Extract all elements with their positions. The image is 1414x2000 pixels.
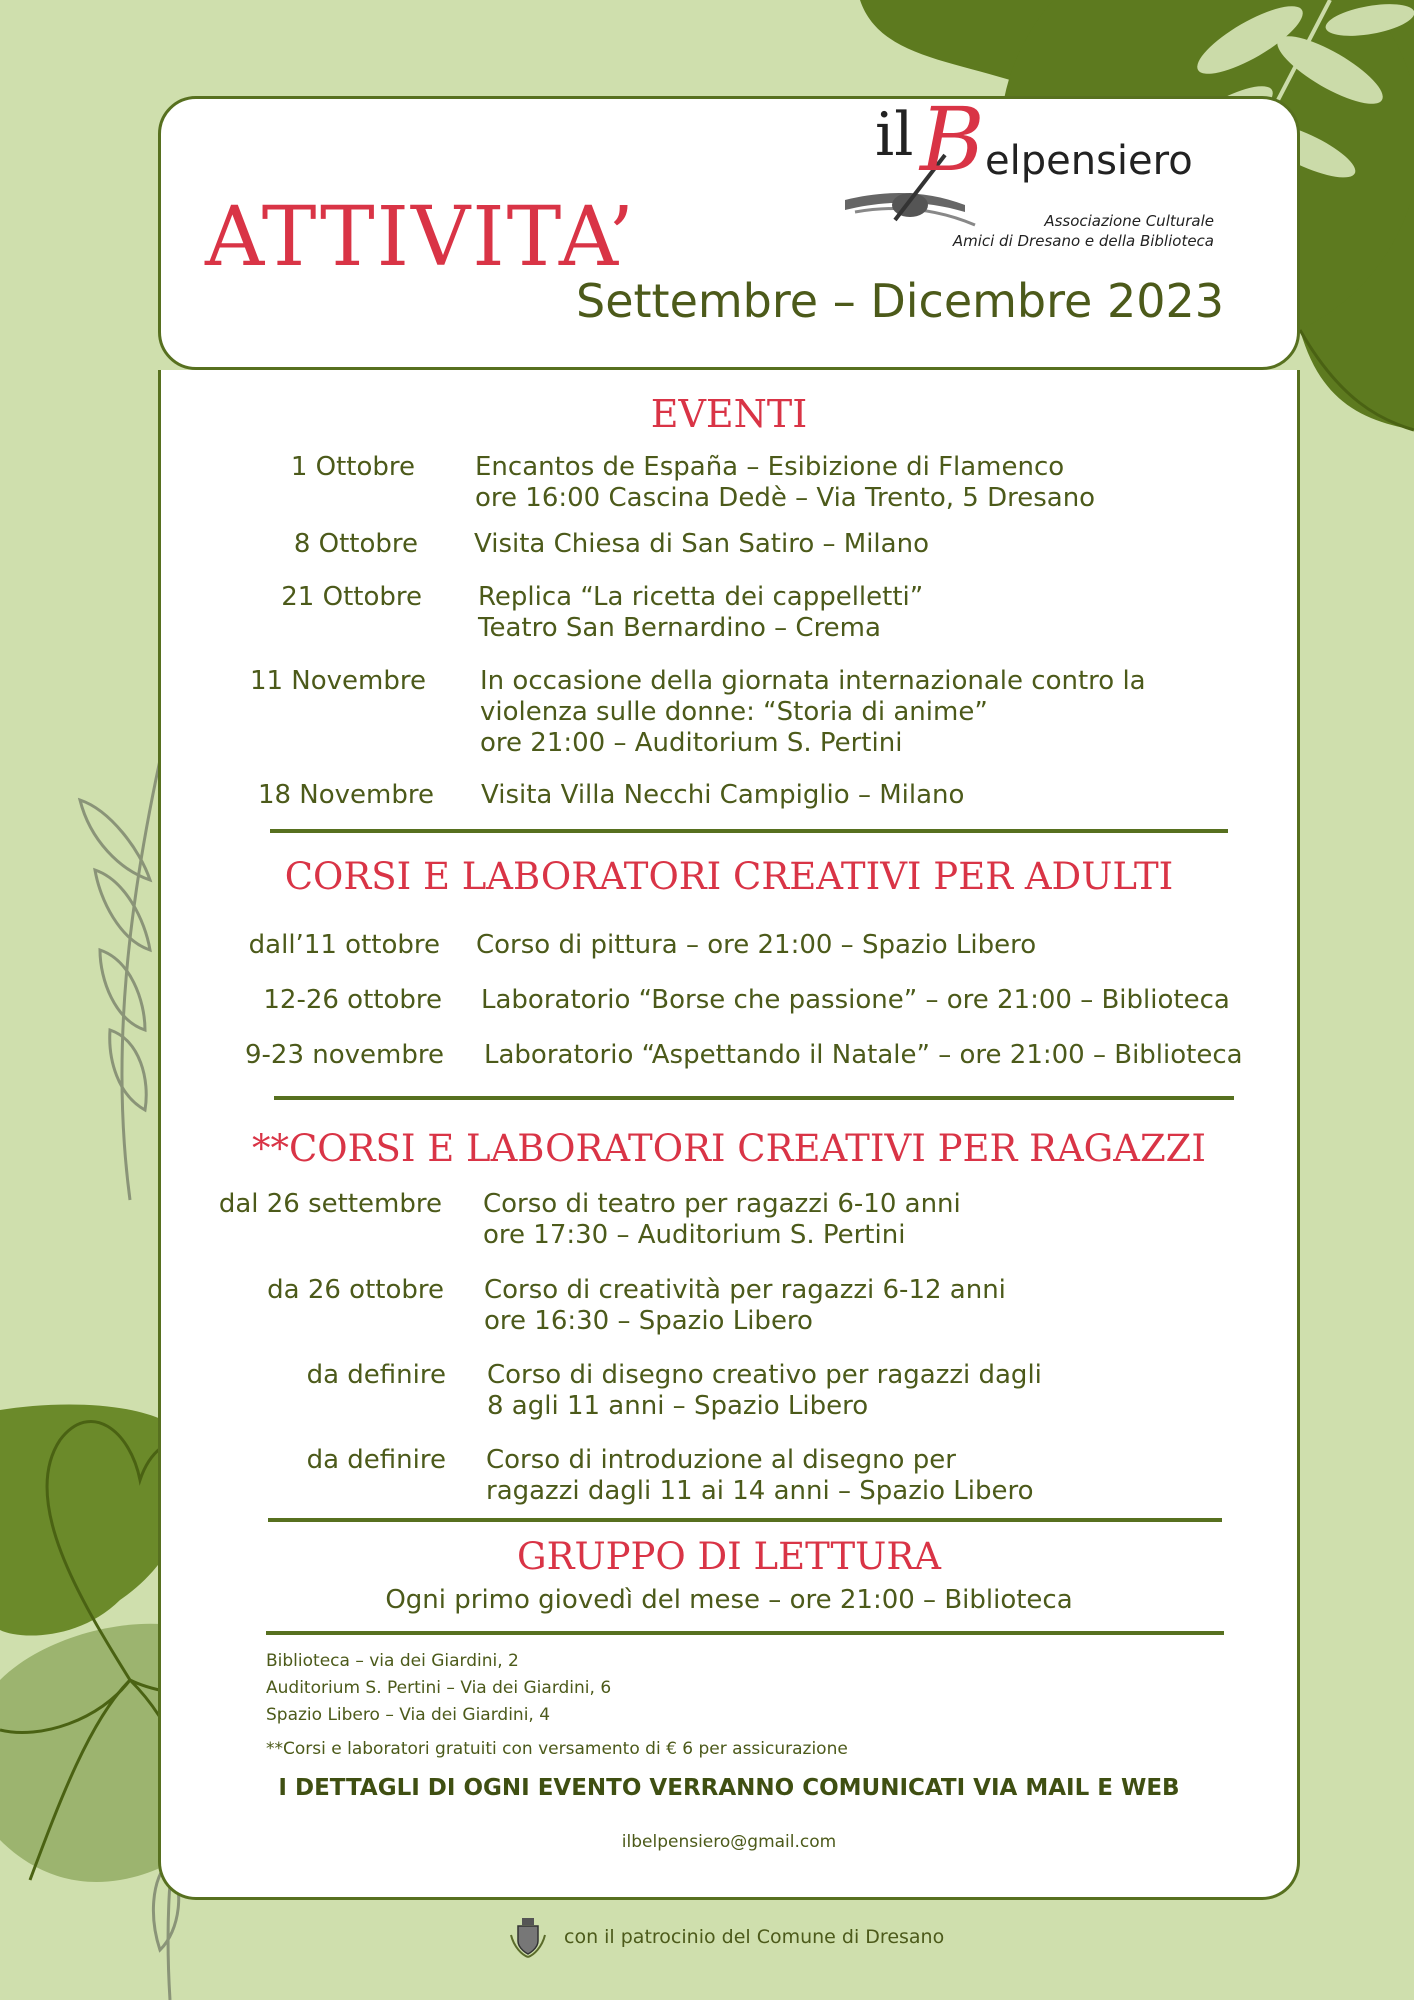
event-line: Visita Villa Necchi Campiglio – Milano <box>481 780 965 810</box>
course-date: dal 26 settembre <box>218 1189 442 1219</box>
section-title-ragazzi <box>158 1127 1300 1170</box>
event-line: Replica “La ricetta dei cappelletti” <box>478 582 924 612</box>
course-date: da definire <box>306 1445 446 1475</box>
event-description <box>481 780 964 811</box>
event-line: In occasione della giornata internazionale contro la <box>480 666 1146 696</box>
event-description <box>478 582 923 644</box>
footnote: **Corsi e laboratori gratuiti con versamento di € 6 per assicurazione <box>266 1739 848 1759</box>
course-description <box>484 1275 1006 1337</box>
event-line: Encantos de España – Esibizione di Flamenco <box>475 452 1065 482</box>
course-line: 8 agli 11 anni – Spazio Libero <box>487 1391 869 1421</box>
course-date: da definire <box>306 1360 446 1390</box>
lettura-text: Ogni primo giovedì del mese – ore 21:00 – Biblioteca <box>385 1585 1073 1615</box>
course-line: ore 17:30 – Auditorium S. Pertini <box>483 1220 906 1250</box>
course-description <box>483 1189 961 1251</box>
coat-of-arms-icon <box>506 1915 550 1959</box>
course-description <box>487 1360 1042 1422</box>
email-link[interactable]: ilbelpensiero@gmail.com <box>621 1832 837 1852</box>
event-line: Teatro San Bernardino – Crema <box>478 613 881 643</box>
course-line: ragazzi dagli 11 ai 14 anni – Spazio Libero <box>486 1476 1034 1506</box>
section-title-lettura: GRUPPO DI LETTURA <box>517 1535 941 1578</box>
divider <box>268 1518 1222 1522</box>
event-description <box>480 666 1146 759</box>
event-date: 1 Ottobre <box>290 452 415 482</box>
course-date: 12-26 ottobre <box>263 985 442 1015</box>
logo-name-text: elpensiero <box>985 138 1193 184</box>
divider <box>266 1631 1224 1635</box>
section-title-adulti: CORSI E LABORATORI CREATIVI PER ADULTI <box>284 855 1174 898</box>
event-line: Visita Chiesa di San Satiro – Milano <box>474 529 929 559</box>
course-line: Corso di introduzione al disegno per <box>486 1445 956 1475</box>
event-date: 11 Novembre <box>249 666 426 696</box>
event-date: 18 Novembre <box>257 780 434 810</box>
address-spazio-libero: Spazio Libero – Via dei Giardini, 4 <box>266 1705 551 1725</box>
event-date: 21 Ottobre <box>281 582 422 612</box>
event-description <box>475 452 1095 514</box>
logo-subtitle-friends: Amici di Dresano e della Biblioteca <box>952 232 1214 250</box>
logo-b-letter: B <box>920 88 985 191</box>
period-subtitle: Settembre – Dicembre 2023 <box>576 274 1225 328</box>
course-line: ore 16:30 – Spazio Libero <box>484 1306 813 1336</box>
course-line: Corso di disegno creativo per ragazzi dagli <box>487 1360 1042 1390</box>
course-description: Corso di pittura – ore 21:00 – Spazio Libero <box>476 930 1037 960</box>
page-title: ATTIVITA’ <box>205 190 637 285</box>
divider <box>270 829 1228 833</box>
asterisk-marker: ** <box>252 1127 289 1170</box>
course-description: Laboratorio “Borse che passione” – ore 21:00 – Biblioteca <box>481 985 1230 1015</box>
patronage-text: con il patrocinio del Comune di Dresano <box>564 1926 945 1948</box>
address-biblioteca: Biblioteca – via dei Giardini, 2 <box>266 1651 519 1671</box>
details-notice: I DETTAGLI DI OGNI EVENTO VERRANNO COMUNICATI VIA MAIL E WEB <box>278 1775 1180 1801</box>
address-auditorium: Auditorium S. Pertini – Via dei Giardini, 6 <box>266 1678 612 1698</box>
logo-il-text: il <box>875 100 914 170</box>
course-description <box>486 1445 1033 1507</box>
section-title-text: CORSI E LABORATORI CREATIVI PER RAGAZZI <box>289 1127 1206 1170</box>
left-leaf-outline <box>80 760 160 1200</box>
course-date: dall’11 ottobre <box>248 930 440 960</box>
section-title-eventi: EVENTI <box>650 392 808 436</box>
logo-subtitle-association: Associazione Culturale <box>1044 212 1214 230</box>
event-line: ore 21:00 – Auditorium S. Pertini <box>480 728 903 758</box>
course-line: Corso di teatro per ragazzi 6-10 anni <box>483 1189 961 1219</box>
event-line: ore 16:00 Cascina Dedè – Via Trento, 5 Dresano <box>475 483 1096 513</box>
course-description: Laboratorio “Aspettando il Natale” – ore 21:00 – Biblioteca <box>484 1040 1243 1070</box>
event-description <box>474 529 929 560</box>
divider <box>274 1096 1234 1100</box>
event-line: violenza sulle donne: “Storia di anime” <box>480 697 988 727</box>
event-date: 8 Ottobre <box>293 529 418 559</box>
course-date: da 26 ottobre <box>267 1275 444 1305</box>
course-line: Corso di creatività per ragazzi 6-12 anni <box>484 1275 1006 1305</box>
course-date: 9-23 novembre <box>245 1040 444 1070</box>
